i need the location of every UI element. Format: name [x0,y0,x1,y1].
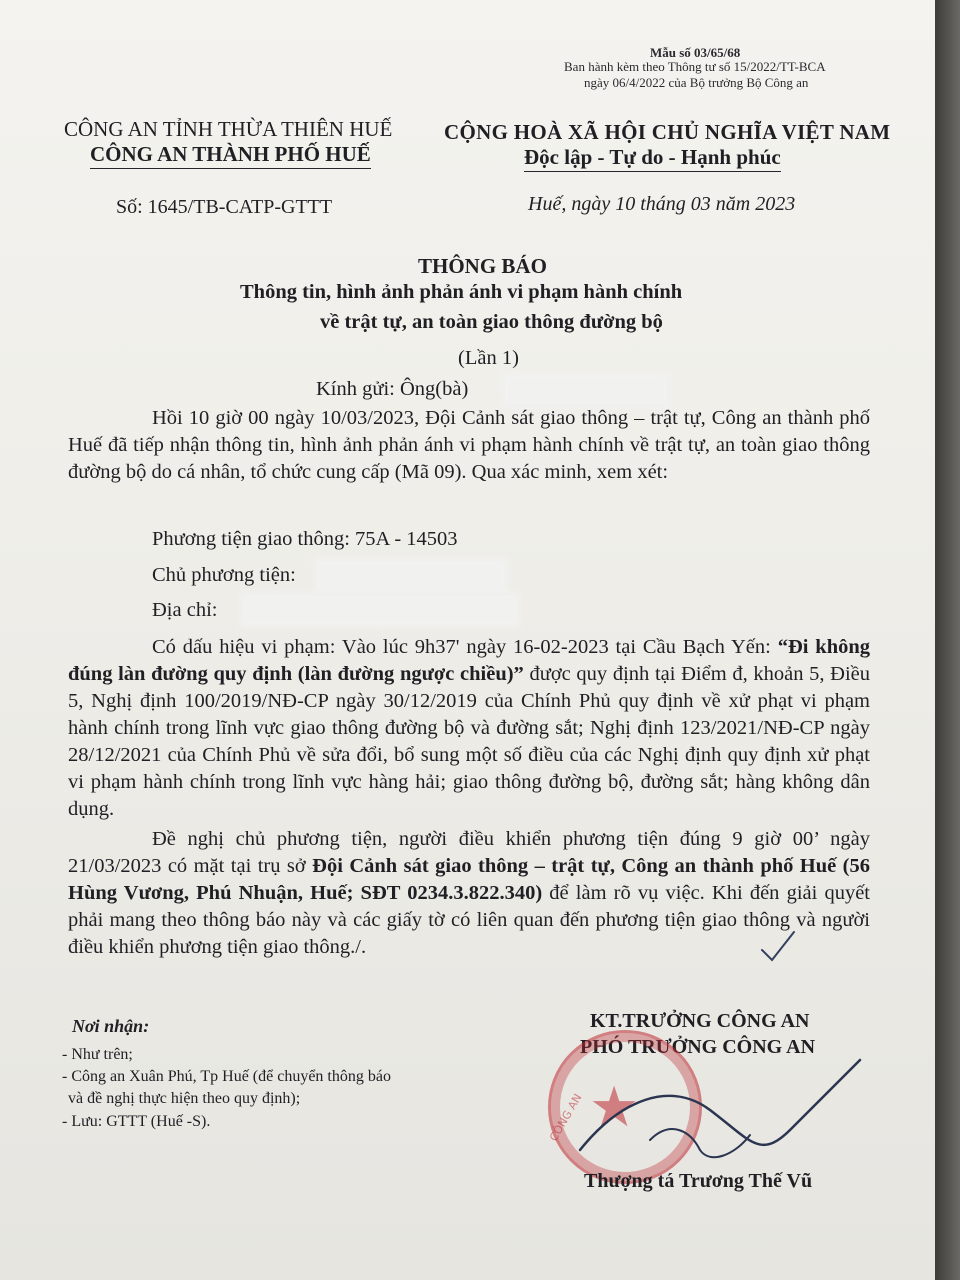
redacted-address [244,596,516,624]
checkmark-icon [758,930,798,964]
form-issued-line1: Ban hành kèm theo Thông tư số 15/2022/TT-BCA [564,59,826,74]
signer-role-2: PHÓ TRƯỞNG CÔNG AN [580,1036,816,1058]
redacted-name [506,376,666,404]
nation-title: CỘNG HOÀ XÃ HỘI CHỦ NGHĨA VIỆT NAM [444,120,891,144]
violation-description: “Đi không đúng làn đường quy định (làn đường ngược chiều)” [68,636,870,685]
address-label: Địa chỉ: [152,599,218,621]
doc-subtitle-1: Thông tin, hình ảnh phản ánh vi phạm hành chính [240,281,683,303]
recipients-heading: Nơi nhận: [72,1016,150,1036]
doc-number: Số: 1645/TB-CATP-GTTT [116,196,333,218]
violation-legal-basis: được quy định tại Điểm đ, khoản 5, Điều 5, Nghị định 100/2019/NĐ-CP ngày 30/12/2019 của Chính Phủ quy định về xử phạt vi phạm hành chính trong lĩnh vực giao thông đường bộ và đường sắt; Nghị định 123/2021/NĐ-CP ngày 28/12/2021 của Chính Phủ về sửa đổi, bổ sung một số điều của các Nghị định quy định xử phạt vi phạm hành chính trong lĩnh vực hàng hải; giao thông đường bộ, đường sắt; hàng không dân dụng. [68,663,870,820]
org-parent: CÔNG AN TỈNH THỪA THIÊN HUẾ [64,117,393,141]
recipient-item: và đề nghị thực hiện theo quy định); [68,1090,301,1107]
seal-text: CÔNG AN [547,1091,585,1144]
org-name: CÔNG AN THÀNH PHỐ HUẾ [90,142,371,169]
violation-paragraph [68,634,870,823]
form-issued-line2: ngày 06/4/2022 của Bộ trưởng Bộ Công an [584,75,809,90]
desk-background [935,0,960,1280]
doc-title: THÔNG BÁO [418,254,547,278]
handwritten-signature [560,1040,890,1180]
round-number: (Lần 1) [458,347,519,369]
form-number: Mẫu số 03/65/68 [650,45,741,60]
doc-subtitle-2: về trật tự, an toàn giao thông đường bộ [320,311,663,333]
nation-motto: Độc lập - Tự do - Hạnh phúc [524,145,781,172]
recipient-item: - Như trên; [62,1046,133,1063]
recipient-item: - Lưu: GTTT (Huế -S). [62,1113,211,1130]
violation-prefix: Có dấu hiệu vi phạm: Vào lúc 9h37' ngày 16-02-2023 tại Cầu Bạch Yến: [152,636,778,658]
addressee-label: Kính gửi: Ông(bà) [316,378,469,400]
signer-role-1: KT.TRƯỞNG CÔNG AN [590,1010,810,1032]
vehicle-plate: Phương tiện giao thông: 75A - 14503 [152,528,458,550]
intro-paragraph: Hồi 10 giờ 00 ngày 10/03/2023, Đội Cảnh sát giao thông – trật tự, Công an thành phố Huế đã tiếp nhận thông tin, hình ảnh phản ánh vi phạm hành chính về trật tự, an toàn giao thông đường bộ do cá nhân, tổ chức cung cấp (Mã 09). Qua xác minh, xem xét: [68,407,870,483]
place-date: Huế, ngày 10 tháng 03 năm 2023 [528,193,796,215]
request-prefix: Đề nghị chủ phương tiện, người điều khiển phương tiện đúng 9 giờ 00’ ngày 21/03/2023 có mặt tại trụ sở [68,828,870,877]
recipient-item: - Công an Xuân Phú, Tp Huế (để chuyển thông báo [62,1068,391,1085]
seal-star-icon: ★ [589,1075,640,1140]
request-paragraph [68,826,870,961]
owner-label: Chủ phương tiện: [152,564,296,586]
request-instructions: để làm rõ vụ việc. Khi đến giải quyết phải mang theo thông báo này và các giấy tờ có liên quan đến phương tiện giao thông và người điều khiển phương tiện giao thông./. [68,882,870,958]
request-location: Đội Cảnh sát giao thông – trật tự, Công an thành phố Huế (56 Hùng Vương, Phú Nhuận, Huế; SĐT 0234.3.822.340) [68,855,871,904]
signer-name: Thượng tá Trương Thế Vũ [584,1170,813,1192]
redacted-owner [318,562,504,590]
